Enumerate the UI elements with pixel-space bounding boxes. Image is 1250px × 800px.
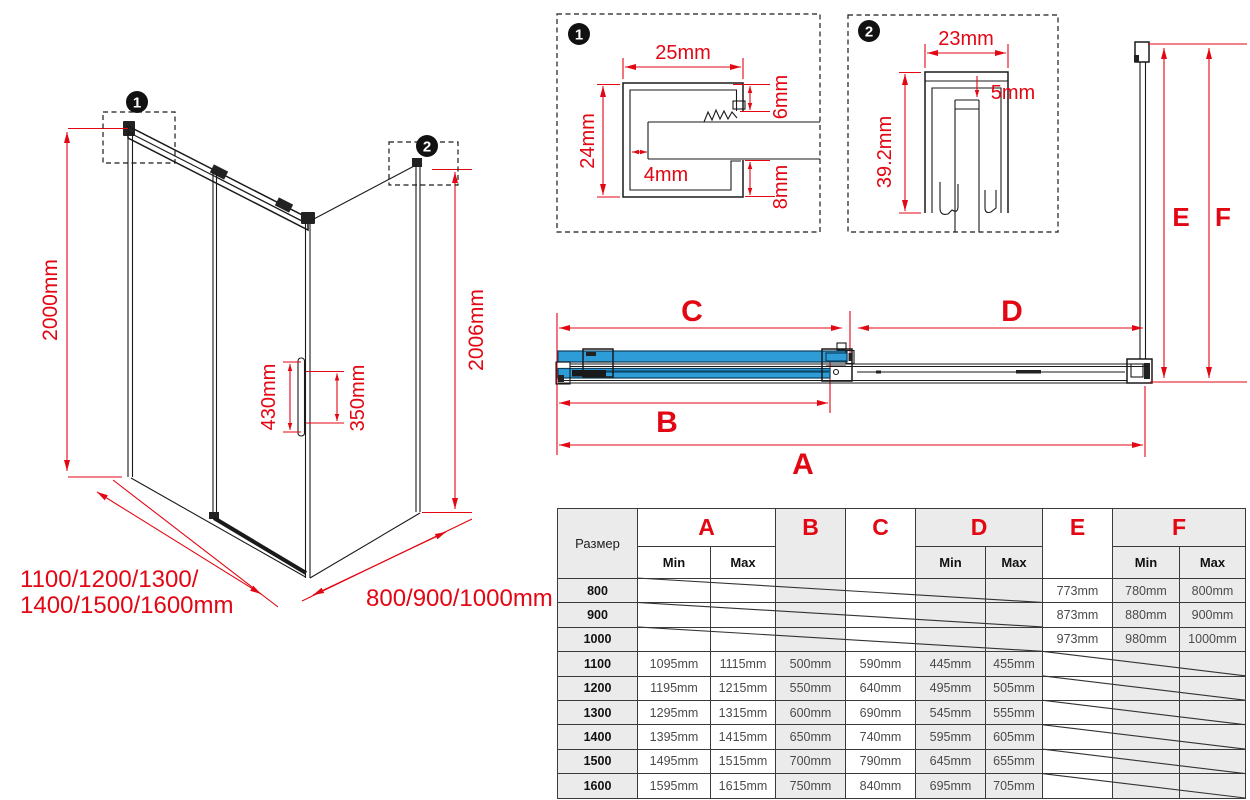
table-cell-d_max: 555mm (986, 700, 1043, 724)
header-size: Размер (558, 509, 638, 579)
table-cell-size: 1200 (558, 676, 638, 700)
table-cell-a_max (711, 627, 776, 651)
header-col-a: A (638, 509, 776, 547)
table-cell-size: 900 (558, 603, 638, 627)
detail-1-number: 1 (574, 26, 584, 44)
dim-8mm: 8mm (770, 164, 792, 210)
door-bottom-rail (214, 518, 306, 573)
roller-clamp-2 (275, 197, 293, 212)
table-row (558, 627, 1246, 651)
table-row (558, 774, 1246, 798)
dim-2000mm: 2000mm (39, 259, 62, 341)
table-cell-f_min (1113, 700, 1180, 724)
table-cell-size: 1000 (558, 627, 638, 651)
iso-marker-1 (103, 91, 175, 163)
plan-dimensions (557, 295, 1145, 481)
detail-view-2 (848, 15, 1058, 232)
table-cell-b (776, 579, 846, 603)
table-cell-f_max (1180, 725, 1246, 749)
table-cell-f_max: 800mm (1180, 579, 1246, 603)
table-cell-d_min: 445mm (916, 652, 986, 676)
track-assembly (556, 343, 1148, 384)
header-d-max: Max (986, 547, 1043, 579)
table-cell-f_min: 980mm (1113, 627, 1180, 651)
table-cell-a_max: 1315mm (711, 700, 776, 724)
detail-view-1 (557, 14, 820, 232)
left-panel-edge (123, 121, 135, 477)
table-cell-a_min: 1095mm (638, 652, 711, 676)
table-row (558, 579, 1246, 603)
table-cell-d_min: 595mm (916, 725, 986, 749)
table-cell-e: 773mm (1043, 579, 1113, 603)
header-f-max: Max (1180, 547, 1246, 579)
table-cell-a_min: 1295mm (638, 700, 711, 724)
table-cell-d_min: 695mm (916, 774, 986, 798)
dimensions-table-head (558, 509, 1246, 579)
iso-width-label-1: 1100/1200/1300/ (20, 566, 199, 593)
table-cell-e (1043, 774, 1113, 798)
table-cell-d_min (916, 627, 986, 651)
dim-25mm: 25mm (655, 42, 711, 64)
table-cell-a_min: 1395mm (638, 725, 711, 749)
glass-panel-top (558, 351, 847, 362)
iso-width-label-2: 1400/1500/1600mm (20, 592, 234, 619)
dim-2006mm: 2006mm (465, 289, 488, 371)
table-cell-e (1043, 700, 1113, 724)
header-a-min: Min (638, 547, 711, 579)
table-cell-f_min: 780mm (1113, 579, 1180, 603)
detail-1-dimensions (577, 42, 792, 209)
table-cell-c: 640mm (846, 676, 916, 700)
corner-post (301, 212, 315, 578)
ef-dimensions (1148, 44, 1247, 382)
table-cell-b (776, 603, 846, 627)
glass-clip-detail (704, 110, 737, 122)
table-cell-c: 840mm (846, 774, 916, 798)
table-cell-a_max: 1615mm (711, 774, 776, 798)
table-cell-d_min: 495mm (916, 676, 986, 700)
table-cell-a_max: 1215mm (711, 676, 776, 700)
table-cell-c: 690mm (846, 700, 916, 724)
table-row (558, 725, 1246, 749)
isometric-view (20, 91, 553, 619)
table-cell-a_max: 1115mm (711, 652, 776, 676)
table-cell-e (1043, 749, 1113, 773)
table-cell-f_max (1180, 749, 1246, 773)
table-cell-d_max (986, 579, 1043, 603)
table-cell-f_max: 900mm (1180, 603, 1246, 627)
table-cell-b: 600mm (776, 700, 846, 724)
header-col-e: E (1043, 509, 1113, 579)
label-e: E (1172, 202, 1190, 232)
dim-23mm: 23mm (938, 28, 994, 50)
table-cell-a_max (711, 603, 776, 627)
table-cell-d_max (986, 627, 1043, 651)
table-cell-a_max (711, 579, 776, 603)
table-cell-d_min (916, 579, 986, 603)
label-f: F (1215, 202, 1231, 232)
table-cell-b: 650mm (776, 725, 846, 749)
header-d-min: Min (916, 547, 986, 579)
clip-right (985, 190, 996, 213)
table-cell-b (776, 627, 846, 651)
header-a-max: Max (711, 547, 776, 579)
table-cell-b: 700mm (776, 749, 846, 773)
dim-5mm: 5mm (990, 82, 1036, 104)
header-col-c: C (846, 509, 916, 579)
dim-430mm: 430mm (258, 363, 280, 431)
table-cell-f_max (1180, 652, 1246, 676)
table-cell-a_min: 1495mm (638, 749, 711, 773)
table-row (558, 700, 1246, 724)
table-cell-c: 740mm (846, 725, 916, 749)
table-cell-c (846, 603, 916, 627)
table-cell-f_max (1180, 774, 1246, 798)
table-cell-d_min (916, 603, 986, 627)
table-cell-d_max: 655mm (986, 749, 1043, 773)
table-cell-e: 973mm (1043, 627, 1113, 651)
table-cell-d_min: 545mm (916, 700, 986, 724)
table-cell-f_min (1113, 774, 1180, 798)
iso-depth-label: 800/900/1000mm (366, 585, 553, 612)
table-cell-a_min (638, 627, 711, 651)
table-cell-f_max: 1000mm (1180, 627, 1246, 651)
table-cell-size: 800 (558, 579, 638, 603)
label-b: B (656, 406, 678, 439)
table-cell-b: 750mm (776, 774, 846, 798)
table-cell-d_max: 705mm (986, 774, 1043, 798)
table-cell-d_min: 645mm (916, 749, 986, 773)
dim-24mm: 24mm (577, 113, 599, 169)
header-col-f: F (1113, 509, 1246, 547)
table-cell-a_min (638, 603, 711, 627)
table-cell-f_min: 880mm (1113, 603, 1180, 627)
table-cell-a_max: 1515mm (711, 749, 776, 773)
table-cell-d_max: 505mm (986, 676, 1043, 700)
table-cell-size: 1300 (558, 700, 638, 724)
table-cell-e: 873mm (1043, 603, 1113, 627)
table-row (558, 749, 1246, 773)
label-d: D (1001, 295, 1023, 328)
table-cell-size: 1100 (558, 652, 638, 676)
iso-marker-2 (389, 135, 458, 185)
table-cell-d_max: 605mm (986, 725, 1043, 749)
side-elevation (1127, 42, 1247, 383)
detail-2-number: 2 (864, 23, 874, 41)
table-cell-d_max (986, 603, 1043, 627)
table-cell-e (1043, 676, 1113, 700)
table-cell-d_max: 455mm (986, 652, 1043, 676)
table-cell-f_min (1113, 749, 1180, 773)
dim-6mm: 6mm (770, 74, 792, 120)
header-col-d: D (916, 509, 1043, 547)
front-bottom-edge (131, 478, 306, 577)
table-cell-f_min (1113, 676, 1180, 700)
marker-1-number: 1 (132, 94, 142, 112)
table-cell-size: 1500 (558, 749, 638, 773)
table-row (558, 652, 1246, 676)
table-cell-f_max (1180, 676, 1246, 700)
table-cell-c: 590mm (846, 652, 916, 676)
label-c: C (681, 295, 703, 328)
table-cell-a_min (638, 579, 711, 603)
top-rail (128, 126, 308, 230)
dim-350mm: 350mm (347, 364, 369, 432)
table-cell-c (846, 627, 916, 651)
dim-39-2mm: 39.2mm (874, 115, 896, 189)
dimensions-table (557, 508, 1246, 799)
door-handle (298, 358, 305, 436)
table-cell-size: 1400 (558, 725, 638, 749)
table-cell-f_min (1113, 652, 1180, 676)
table-cell-b: 550mm (776, 676, 846, 700)
panel-divider (209, 172, 219, 519)
table-row (558, 676, 1246, 700)
table-cell-e (1043, 652, 1113, 676)
table-cell-c (846, 579, 916, 603)
table-cell-a_min: 1195mm (638, 676, 711, 700)
table-cell-a_min: 1595mm (638, 774, 711, 798)
dim-4mm: 4mm (643, 164, 689, 186)
table-cell-f_min (1113, 725, 1180, 749)
table-cell-a_max: 1415mm (711, 725, 776, 749)
dimensions-table-body (558, 579, 1246, 799)
table-cell-c: 790mm (846, 749, 916, 773)
label-a: A (792, 448, 814, 481)
marker-2-number: 2 (422, 138, 432, 156)
table-cell-size: 1600 (558, 774, 638, 798)
table-cell-e (1043, 725, 1113, 749)
seal-block (572, 370, 606, 377)
plan-view (556, 295, 1148, 481)
table-cell-f_max (1180, 700, 1246, 724)
header-f-min: Min (1113, 547, 1180, 579)
table-row (558, 603, 1246, 627)
header-col-b: B (776, 509, 846, 579)
table-cell-b: 500mm (776, 652, 846, 676)
